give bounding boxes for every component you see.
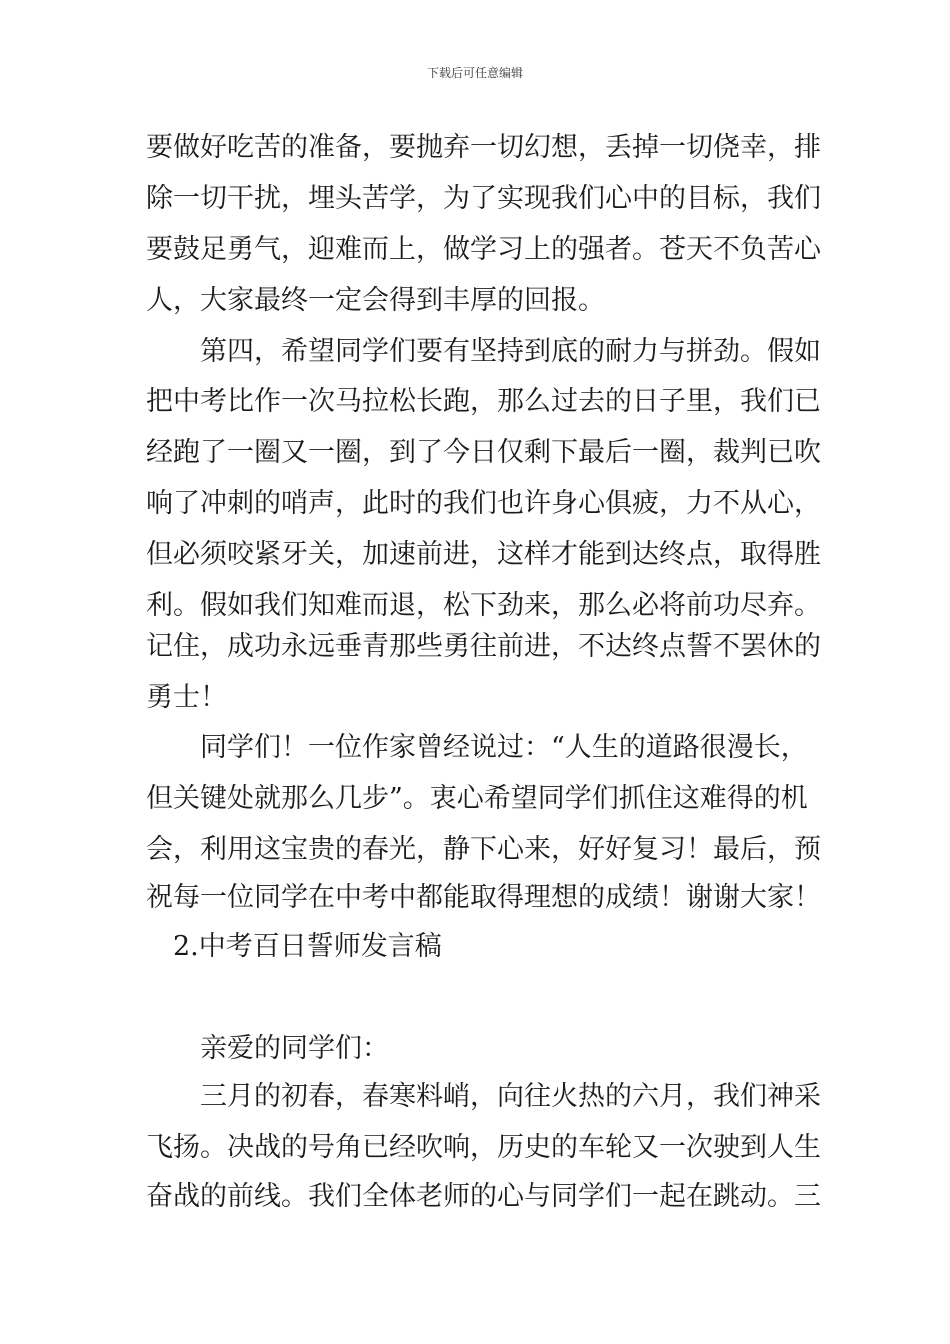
text-line: 记住，成功永远垂青那些勇往前进，不达终点誓不罢休的	[146, 631, 821, 662]
section-heading: 2.中考百日誓师发言稿	[173, 931, 442, 962]
text-line: 要鼓足勇气，迎难而上，做学习上的强者。苍天不负苦心	[146, 234, 821, 265]
text-line: 会，利用这宝贵的春光，静下心来，好好复习！最后，预	[146, 834, 821, 865]
text-line: 飞扬。决战的号角已经吹响，历史的车轮又一次驶到人生	[146, 1132, 821, 1163]
page-header: 下载后可任意编辑	[426, 66, 523, 80]
text-line: 经跑了一圈又一圈，到了今日仅剩下最后一圈，裁判已吹	[146, 437, 821, 468]
text-line: 祝每一位同学在中考中都能取得理想的成绩！谢谢大家！	[146, 882, 821, 913]
text-line: 亲爱的同学们：	[200, 1033, 389, 1064]
text-line: 奋战的前线。我们全体老师的心与同学们一起在跳动。三	[146, 1181, 821, 1212]
text-line: 要做好吃苦的准备，要抛弃一切幻想，丢掉一切侥幸，排	[146, 132, 821, 163]
text-line: 响了冲刺的哨声，此时的我们也许身心俱疲，力不从心，	[146, 488, 821, 519]
text-line: 把中考比作一次马拉松长跑，那么过去的日子里，我们已	[146, 386, 821, 417]
text-line: 第四，希望同学们要有坚持到底的耐力与拼劲。假如	[200, 336, 821, 367]
text-line: 利。假如我们知难而退，松下劲来，那么必将前功尽弃。	[146, 590, 821, 621]
text-line: 但必须咬紧牙关，加速前进，这样才能到达终点，取得胜	[146, 539, 821, 570]
text-line: 三月的初春，春寒料峭，向往火热的六月，我们神采	[200, 1081, 821, 1112]
text-line: 除一切干扰，埋头苦学，为了实现我们心中的目标，我们	[146, 183, 821, 214]
text-line: 勇士！	[146, 682, 227, 713]
text-line: 但关键处就那么几步”。衷心希望同学们抓住这难得的机	[146, 783, 808, 814]
text-line: 人，大家最终一定会得到丰厚的回报。	[146, 285, 605, 316]
text-line: 同学们！一位作家曾经说过：“人生的道路很漫长，	[200, 732, 808, 763]
